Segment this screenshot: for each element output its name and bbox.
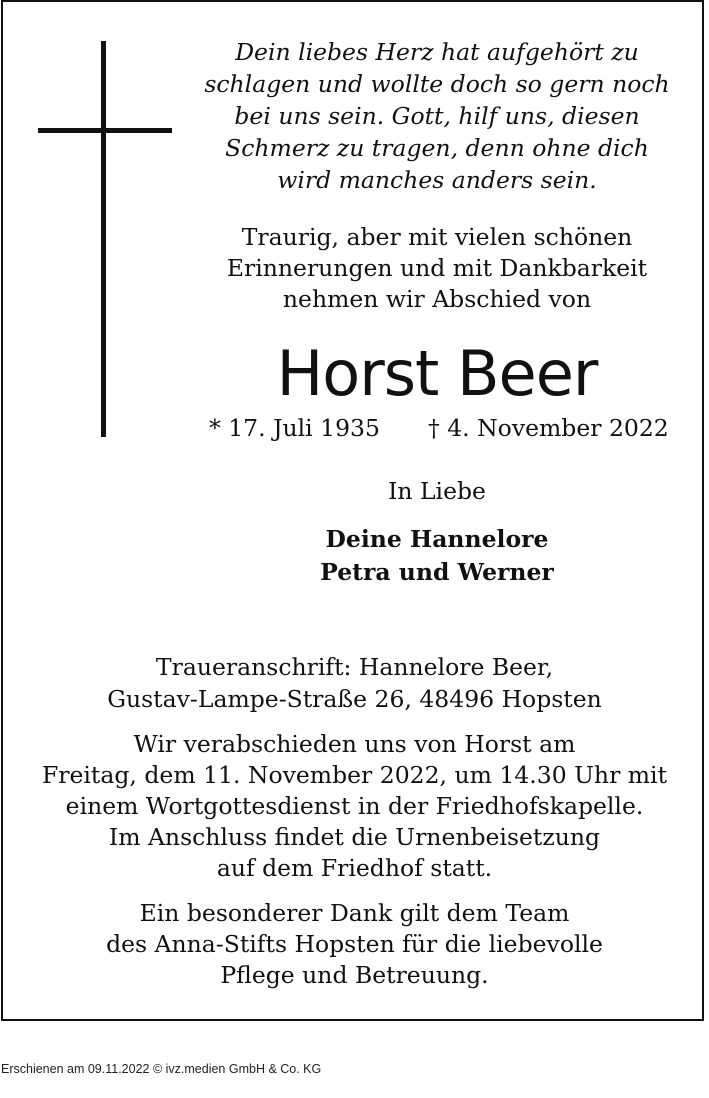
thanks-line: Ein besonderer Dank gilt dem Team [139,899,570,927]
deceased-name: Horst Beer [276,337,598,410]
intro-line: Traurig, aber mit vielen schönen [241,223,633,251]
verse-line: Dein liebes Herz hat aufgehört zu [235,38,639,66]
publication-footer: Erschienen am 09.11.2022 © ivz.medien GmbH & Co. KG [1,1062,322,1076]
service-line: auf dem Friedhof statt. [216,854,493,882]
thanks-line: Pflege und Betreuung. [220,961,489,989]
address-line: Traueranschrift: Hannelore Beer, [155,653,554,681]
service-line: Im Anschluss findet die Urnenbeisetzung [108,823,601,851]
funeral-service-info [0,729,709,884]
service-line: einem Wortgottesdienst in der Friedhofskapelle. [65,792,644,820]
thanks-line: des Anna-Stifts Hopsten für die liebevolle [106,930,603,958]
intro-line: nehmen wir Abschied von [282,285,592,313]
death-date: † 4. November 2022 [428,414,669,442]
verse-line: schlagen und wollte doch so gern noch [204,70,670,98]
birth-date: * 17. Juli 1935 [209,414,380,442]
farewell-intro [190,222,684,315]
cross-vertical-bar [101,41,106,437]
verse-line: wird manches anders sein. [277,166,597,194]
intro-line: Erinnerungen und mit Dankbarkeit [226,254,648,282]
mourner-name: Petra und Werner [320,558,554,586]
verse-line: Schmerz zu tragen, denn ohne dich [225,134,649,162]
mourners-list [190,523,684,589]
cross-horizontal-bar [38,128,172,133]
address-line: Gustav-Lampe-Straße 26, 48496 Hopsten [107,685,602,713]
closing-phrase: In Liebe [388,477,486,505]
service-line: Wir verabschieden uns von Horst am [133,730,576,758]
service-line: Freitag, dem 11. November 2022, um 14.30 Uhr mit [41,761,668,789]
thanks-note [0,898,709,991]
mourner-name: Deine Hannelore [325,525,549,553]
mourning-address [0,651,709,715]
verse-line: bei uns sein. Gott, hilf uns, diesen [234,102,640,130]
memorial-verse [190,36,684,196]
